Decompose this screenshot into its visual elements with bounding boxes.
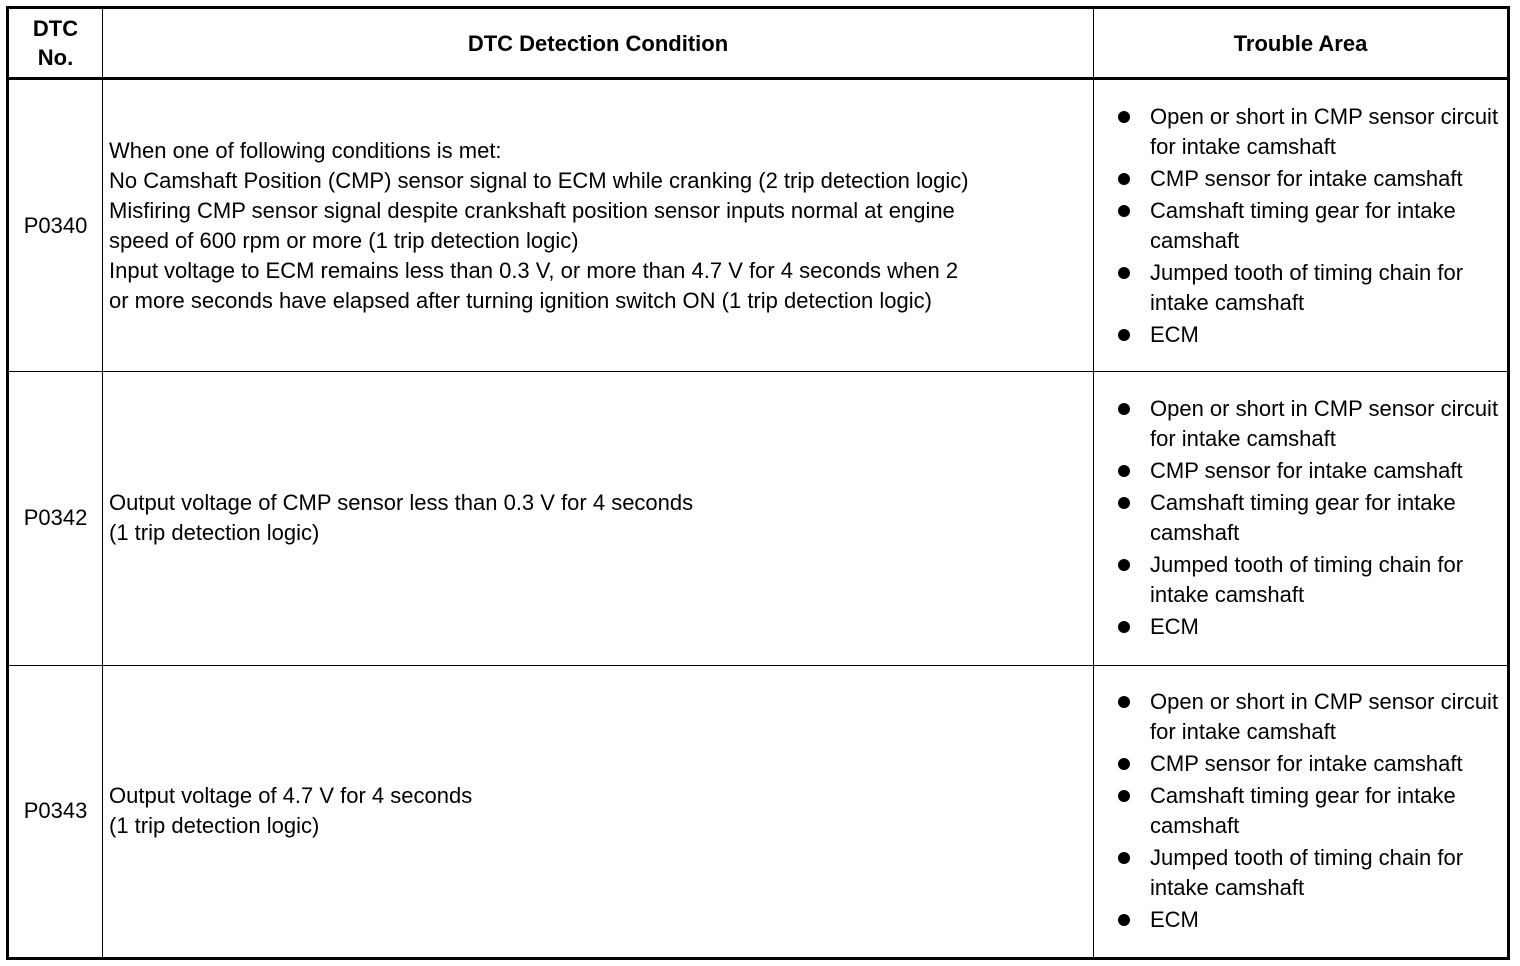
list-item [1112,781,1501,841]
trouble-area-text: CMP sensor for intake camshaft [1150,751,1463,777]
list-item [1112,394,1501,454]
condition-line: When one of following conditions is met: [109,137,502,163]
table-row [8,79,1509,372]
condition-line: (1 trip detection logic) [109,813,320,839]
header-trouble-area: Trouble Area [1094,8,1509,79]
dtc-code: P0343 [8,665,103,958]
trouble-area-list [1112,394,1501,642]
bullet-icon [1118,914,1130,926]
trouble-area-text: Open or short in CMP sensor circuit for intake camshaft [1150,103,1499,159]
bullet-icon [1118,205,1130,217]
trouble-area-text: Camshaft timing gear for intake camshaft [1150,197,1456,253]
header-row [8,8,1509,79]
trouble-area [1094,79,1509,372]
bullet-icon [1118,758,1130,770]
trouble-area-text: CMP sensor for intake camshaft [1150,458,1463,484]
trouble-area [1094,665,1509,958]
bullet-icon [1118,696,1130,708]
trouble-area [1094,372,1509,665]
list-item [1112,196,1501,256]
condition-line: Misfiring CMP sensor signal despite crankshaft position sensor inputs normal at engine [109,197,955,223]
bullet-icon [1118,497,1130,509]
table-body [8,79,1509,959]
list-item [1112,258,1501,318]
header-dtc-no-line1: DTC [32,16,79,41]
dtc-code: P0342 [8,372,103,665]
dtc-table [6,6,1510,960]
list-item [1112,687,1501,747]
trouble-area-list [1112,102,1501,350]
list-item [1112,612,1501,642]
list-item [1112,164,1501,194]
bullet-icon [1118,329,1130,341]
dtc-code: P0340 [8,79,103,372]
trouble-area-text: Open or short in CMP sensor circuit for intake camshaft [1150,689,1499,745]
list-item [1112,905,1501,935]
list-item [1112,320,1501,350]
header-dtc-no [8,8,103,79]
trouble-area-text: Jumped tooth of timing chain for intake camshaft [1150,552,1464,608]
trouble-area-text: ECM [1150,907,1199,933]
detection-condition [103,665,1094,958]
list-item [1112,749,1501,779]
header-dtc-no-line2: No. [37,45,74,70]
trouble-area-text: Camshaft timing gear for intake camshaft [1150,490,1456,546]
condition-line: speed of 600 rpm or more (1 trip detection logic) [109,227,579,253]
bullet-icon [1118,173,1130,185]
trouble-area-text: Camshaft timing gear for intake camshaft [1150,783,1456,839]
bullet-icon [1118,852,1130,864]
condition-line: Output voltage of 4.7 V for 4 seconds [109,783,473,809]
detection-condition [103,372,1094,665]
trouble-area-list [1112,687,1501,935]
trouble-area-text: Jumped tooth of timing chain for intake camshaft [1150,845,1464,901]
trouble-area-text: ECM [1150,614,1199,640]
bullet-icon [1118,267,1130,279]
table-header [8,8,1509,79]
bullet-icon [1118,790,1130,802]
trouble-area-text: Jumped tooth of timing chain for intake camshaft [1150,259,1464,315]
detection-condition [103,79,1094,372]
condition-line: Output voltage of CMP sensor less than 0.3 V for 4 seconds [109,490,694,516]
table-row [8,665,1509,958]
trouble-area-text: Open or short in CMP sensor circuit for intake camshaft [1150,396,1499,452]
list-item [1112,550,1501,610]
condition-line: (1 trip detection logic) [109,520,320,546]
condition-line: or more seconds have elapsed after turning ignition switch ON (1 trip detection logic) [109,287,932,313]
bullet-icon [1118,465,1130,477]
table-row [8,372,1509,665]
bullet-icon [1118,559,1130,571]
condition-line: No Camshaft Position (CMP) sensor signal to ECM while cranking (2 trip detection logic) [109,167,969,193]
header-condition: DTC Detection Condition [103,8,1094,79]
bullet-icon [1118,621,1130,633]
trouble-area-text: ECM [1150,321,1199,347]
trouble-area-text: CMP sensor for intake camshaft [1150,165,1463,191]
list-item [1112,843,1501,903]
list-item [1112,488,1501,548]
bullet-icon [1118,403,1130,415]
bullet-icon [1118,111,1130,123]
condition-line: Input voltage to ECM remains less than 0.3 V, or more than 4.7 V for 4 seconds when 2 [109,257,959,283]
list-item [1112,456,1501,486]
list-item [1112,102,1501,162]
